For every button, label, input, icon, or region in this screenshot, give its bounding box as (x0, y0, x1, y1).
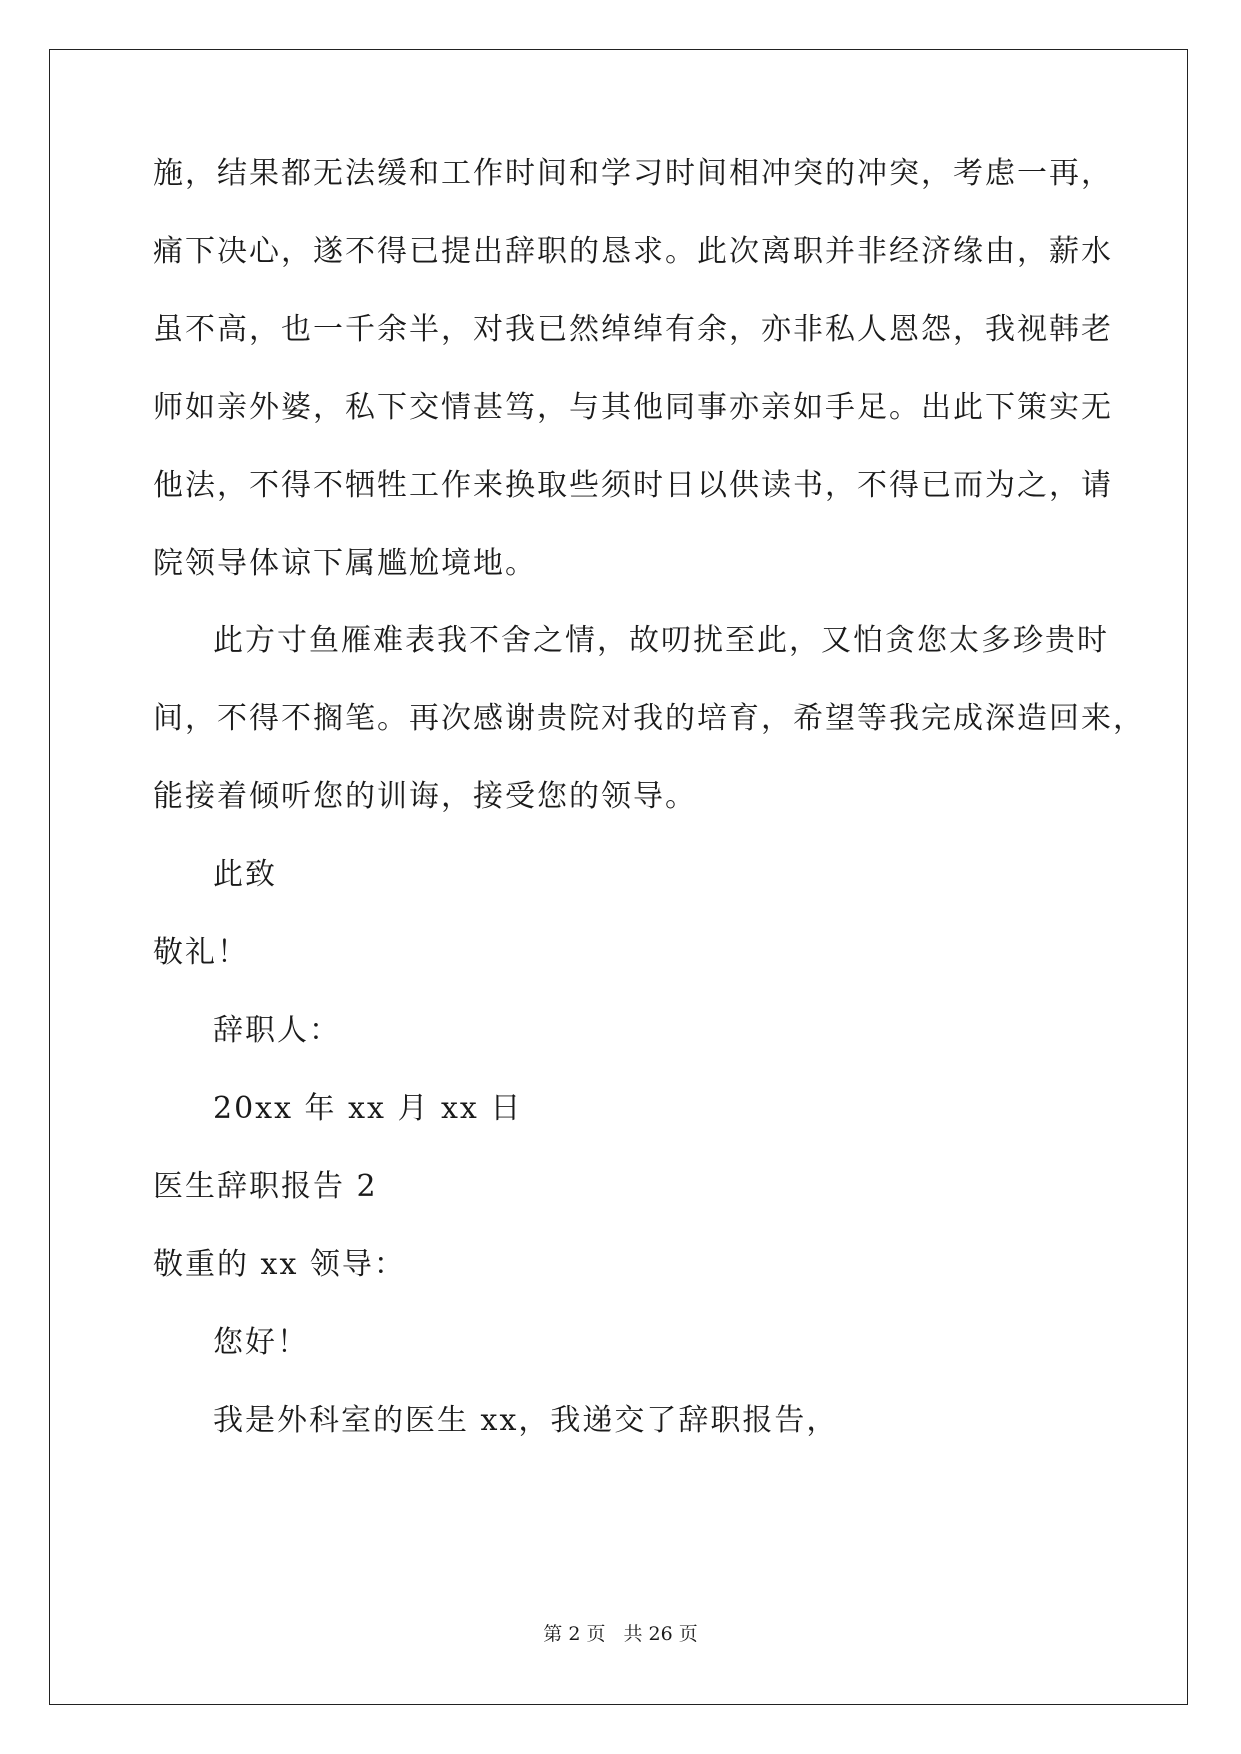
closing-salutation: 此致 (213, 857, 277, 892)
page-total: 共 26 页 (623, 1623, 698, 1645)
closing-regards: 敬礼！ (153, 935, 249, 970)
body-line: 虽不高，也一千余半，对我已然绰绰有余，亦非私人恩怨，我视韩老 (153, 312, 1113, 347)
salutation: 敬重的 xx 领导： (153, 1247, 406, 1282)
body-line: 我是外科室的医生 xx，我递交了辞职报告， (213, 1403, 839, 1438)
body-line: 师如亲外婆，私下交情甚笃，与其他同事亦亲如手足。出此下策实无 (153, 390, 1113, 425)
page-number: 第 2 页 (543, 1623, 606, 1645)
section-title: 医生辞职报告 2 (153, 1169, 378, 1204)
body-line: 间，不得不搁笔。再次感谢贵院对我的培育，希望等我完成深造回来， (153, 701, 1145, 736)
body-line: 施，结果都无法缓和工作时间和学习时间相冲突的冲突，考虑一再， (153, 156, 1113, 191)
greeting: 您好！ (213, 1325, 309, 1360)
body-line: 痛下决心，遂不得已提出辞职的恳求。此次离职并非经济缘由，薪水 (153, 234, 1113, 269)
body-line: 他法，不得不牺牲工作来换取些须时日以供读书，不得已而为之，请 (153, 468, 1113, 503)
body-line: 能接着倾听您的训诲，接受您的领导。 (153, 779, 697, 814)
page-footer (0, 1622, 1241, 1646)
body-line: 院领导体谅下属尴尬境地。 (153, 546, 537, 581)
date-line: 20xx 年 xx 月 xx 日 (213, 1091, 523, 1126)
signature-label: 辞职人： (213, 1013, 341, 1048)
body-line: 此方寸鱼雁难表我不舍之情，故叨扰至此，又怕贪您太多珍贵时 (213, 623, 1109, 658)
